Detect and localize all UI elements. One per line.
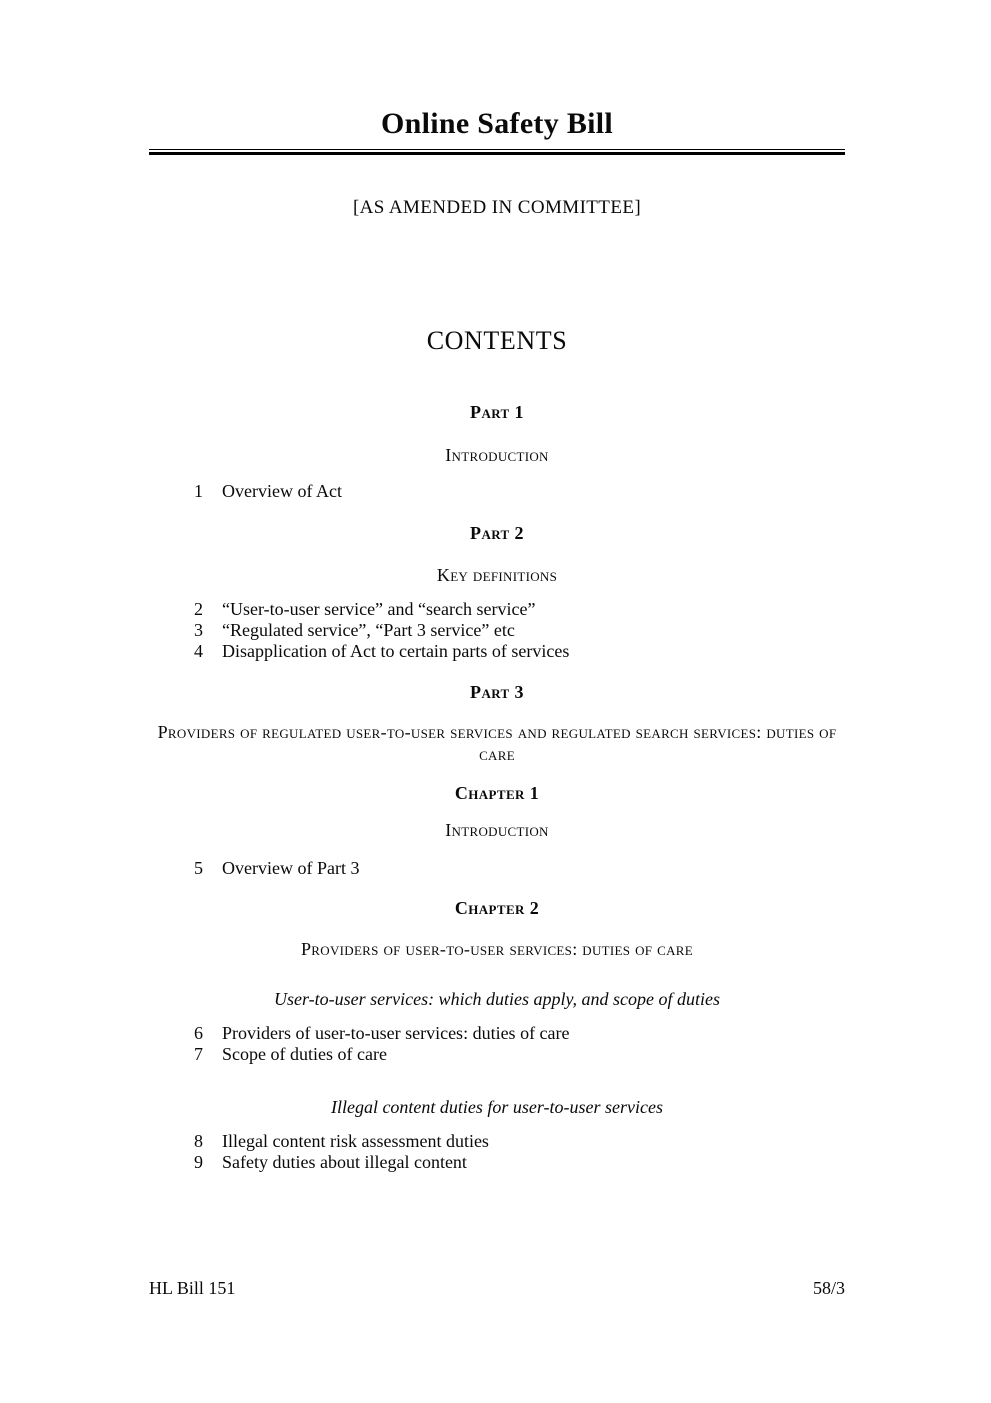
part-3-label: Part 3 — [470, 682, 524, 702]
document-title: Online Safety Bill — [380, 107, 614, 140]
chapter-2-subtitle: Providers of user-to-user services: duties of care — [300, 939, 694, 959]
part-1-label: Part 1 — [470, 402, 524, 422]
amendment-note: [AS AMENDED IN COMMITTEE] — [352, 197, 642, 218]
toc-entry — [149, 858, 845, 879]
clause-title: Providers of user-to-user services: duties of care — [222, 1023, 570, 1043]
toc-entry — [149, 1131, 845, 1152]
part-2-items — [149, 599, 845, 662]
part-3-subtitle: Providers of regulated user-to-user services and regulated search services: duties of care — [157, 722, 837, 764]
clause-title: Scope of duties of care — [222, 1044, 387, 1064]
bill-number: HL Bill 151 — [149, 1278, 236, 1298]
toc-entry — [149, 641, 845, 662]
page-footer — [149, 1277, 845, 1299]
toc-entry — [149, 481, 845, 502]
toc-entry — [149, 1023, 845, 1044]
clause-title: Disapplication of Act to certain parts of services — [222, 641, 570, 661]
toc-entry — [149, 620, 845, 641]
clause-number: 6 — [194, 1023, 203, 1043]
contents-heading: CONTENTS — [426, 326, 568, 355]
clause-title: Overview of Act — [222, 481, 342, 501]
part-1-items — [149, 481, 845, 502]
crossheading: Illegal content duties for user-to-user services — [330, 1097, 664, 1117]
part-2-label: Part 2 — [470, 523, 524, 543]
toc-entry — [149, 1152, 845, 1173]
chapter-1-subtitle: Introduction — [445, 820, 549, 840]
chapter-1-label: Chapter 1 — [454, 783, 540, 803]
part-1-subtitle: Introduction — [445, 445, 549, 465]
toc-entry — [149, 1044, 845, 1065]
crossheading-items — [149, 1131, 845, 1173]
chapter-2-label: Chapter 2 — [454, 898, 540, 918]
clause-title: Safety duties about illegal content — [222, 1152, 467, 1172]
chapter-1-items — [149, 858, 845, 879]
clause-title: Overview of Part 3 — [222, 858, 360, 878]
clause-number: 3 — [194, 620, 203, 640]
session-number: 58/3 — [812, 1278, 845, 1298]
clause-number: 5 — [194, 858, 203, 878]
clause-number: 7 — [194, 1044, 203, 1064]
clause-number: 4 — [194, 641, 203, 661]
part-2-subtitle: Key definitions — [436, 565, 558, 585]
clause-title: “User-to-user service” and “search service” — [222, 599, 536, 619]
clause-number: 8 — [194, 1131, 203, 1151]
crossheading-items — [149, 1023, 845, 1065]
clause-number: 9 — [194, 1152, 203, 1172]
clause-title: “Regulated service”, “Part 3 service” etc — [222, 620, 515, 640]
crossheading: User-to-user services: which duties apply, and scope of duties — [273, 989, 721, 1009]
toc-entry — [149, 599, 845, 620]
title-double-rule — [149, 149, 845, 155]
clause-title: Illegal content risk assessment duties — [222, 1131, 489, 1151]
clause-number: 1 — [194, 481, 203, 501]
clause-number: 2 — [194, 599, 203, 619]
